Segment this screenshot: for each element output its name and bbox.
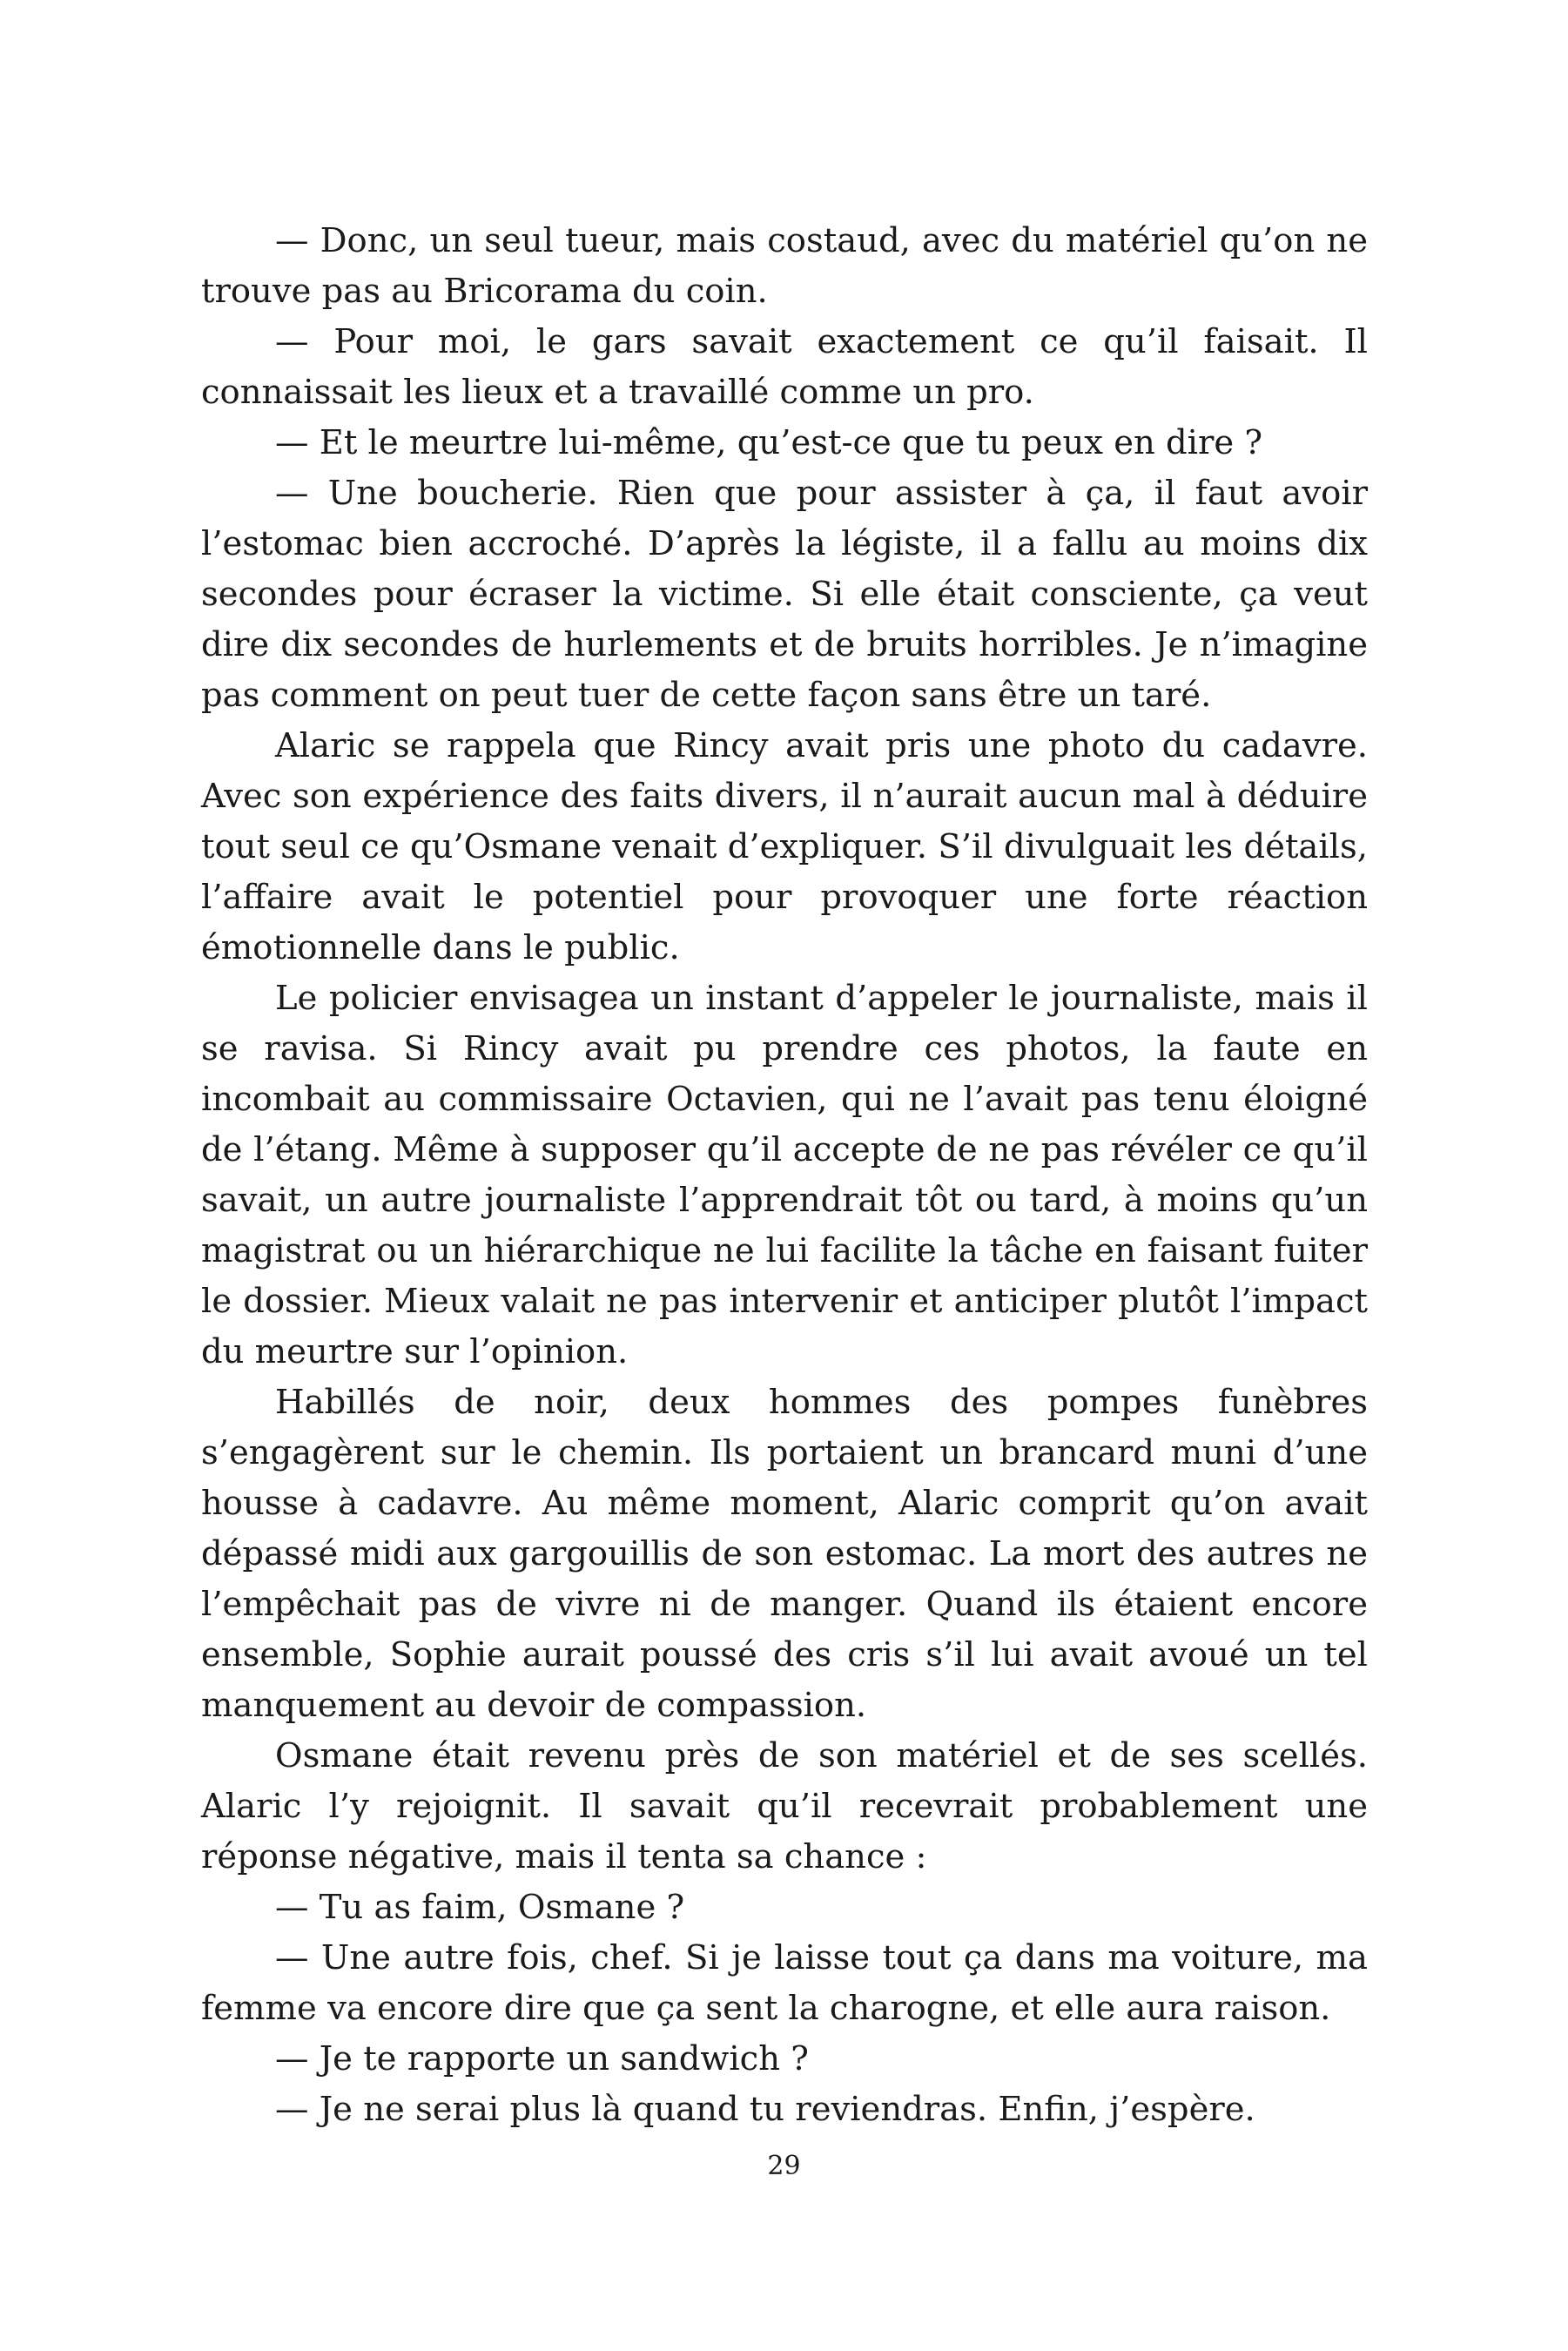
paragraph-11: — Je te rapporte un sandwich ?	[275, 2039, 809, 2078]
paragraph-12: — Je ne serai plus là quand tu reviendras. Enfin, j’espère.	[275, 2090, 1255, 2129]
paragraph-9: — Tu as faim, Osmane ?	[275, 1888, 685, 1927]
body-text	[201, 216, 1368, 2135]
paragraph-1: — Donc, un seul tueur, mais costaud, avec du matériel qu’on ne trouve pas au Bricorama du coin.	[201, 221, 1368, 311]
paragraph-5: Alaric se rappela que Rincy avait pris une photo du cadavre. Avec son expérience des faits divers, il n’aurait aucun mal à déduire tout seul ce qu’Osmane venait d’expliquer. S’il divulguait les détails, l’affaire avait le potentiel pour provoquer une forte réaction émotionnelle dans le public.	[201, 726, 1368, 967]
paragraph-4: — Une boucherie. Rien que pour assister à ça, il faut avoir l’estomac bien accroché. D’après la légiste, il a fallu au moins dix secondes pour écraser la victime. Si elle était consciente, ça veut dire dix secondes de hurlements et de bruits horribles. Je n’imagine pas comment on peut tuer de cette façon sans être un taré.	[201, 474, 1368, 715]
paragraph-2: — Pour moi, le gars savait exactement ce qu’il faisait. Il connaissait les lieux et a travaillé comme un pro.	[201, 322, 1368, 412]
paragraph-3: — Et le meurtre lui-même, qu’est-ce que tu peux en dire ?	[275, 423, 1263, 462]
paragraph-10: — Une autre fois, chef. Si je laisse tout ça dans ma voiture, ma femme va encore dire que ça sent la charogne, et elle aura raison.	[201, 1938, 1368, 2028]
paragraph-8: Osmane était revenu près de son matériel et de ses scellés. Alaric l’y rejoignit. Il savait qu’il recevrait probablement une réponse négative, mais il tenta sa chance :	[201, 1736, 1368, 1876]
paragraph-7: Habillés de noir, deux hommes des pompes funèbres s’engagèrent sur le chemin. Ils portaient un brancard muni d’une housse à cadavre. Au même moment, Alaric comprit qu’on avait dépassé midi aux gargouillis de son estomac. La mort des autres ne l’empêchait pas de vivre ni de manger. Quand ils étaient encore ensemble, Sophie aurait poussé des cris s’il lui avait avoué un tel manquement au devoir de compassion.	[201, 1383, 1368, 1725]
paragraph-6: Le policier envisagea un instant d’appeler le journaliste, mais il se ravisa. Si Rincy avait pu prendre ces photos, la faute en incombait au commissaire Octavien, qui ne l’avait pas tenu éloigné de l’étang. Même à supposer qu’il accepte de ne pas révéler ce qu’il savait, un autre journaliste l’apprendrait tôt ou tard, à moins qu’un magistrat ou un hiérarchique ne lui facilite la tâche en faisant fuiter le dossier. Mieux valait ne pas intervenir et anticiper plutôt l’impact du meurtre sur l’opinion.	[201, 979, 1368, 1371]
page-number: 29	[767, 2151, 801, 2181]
